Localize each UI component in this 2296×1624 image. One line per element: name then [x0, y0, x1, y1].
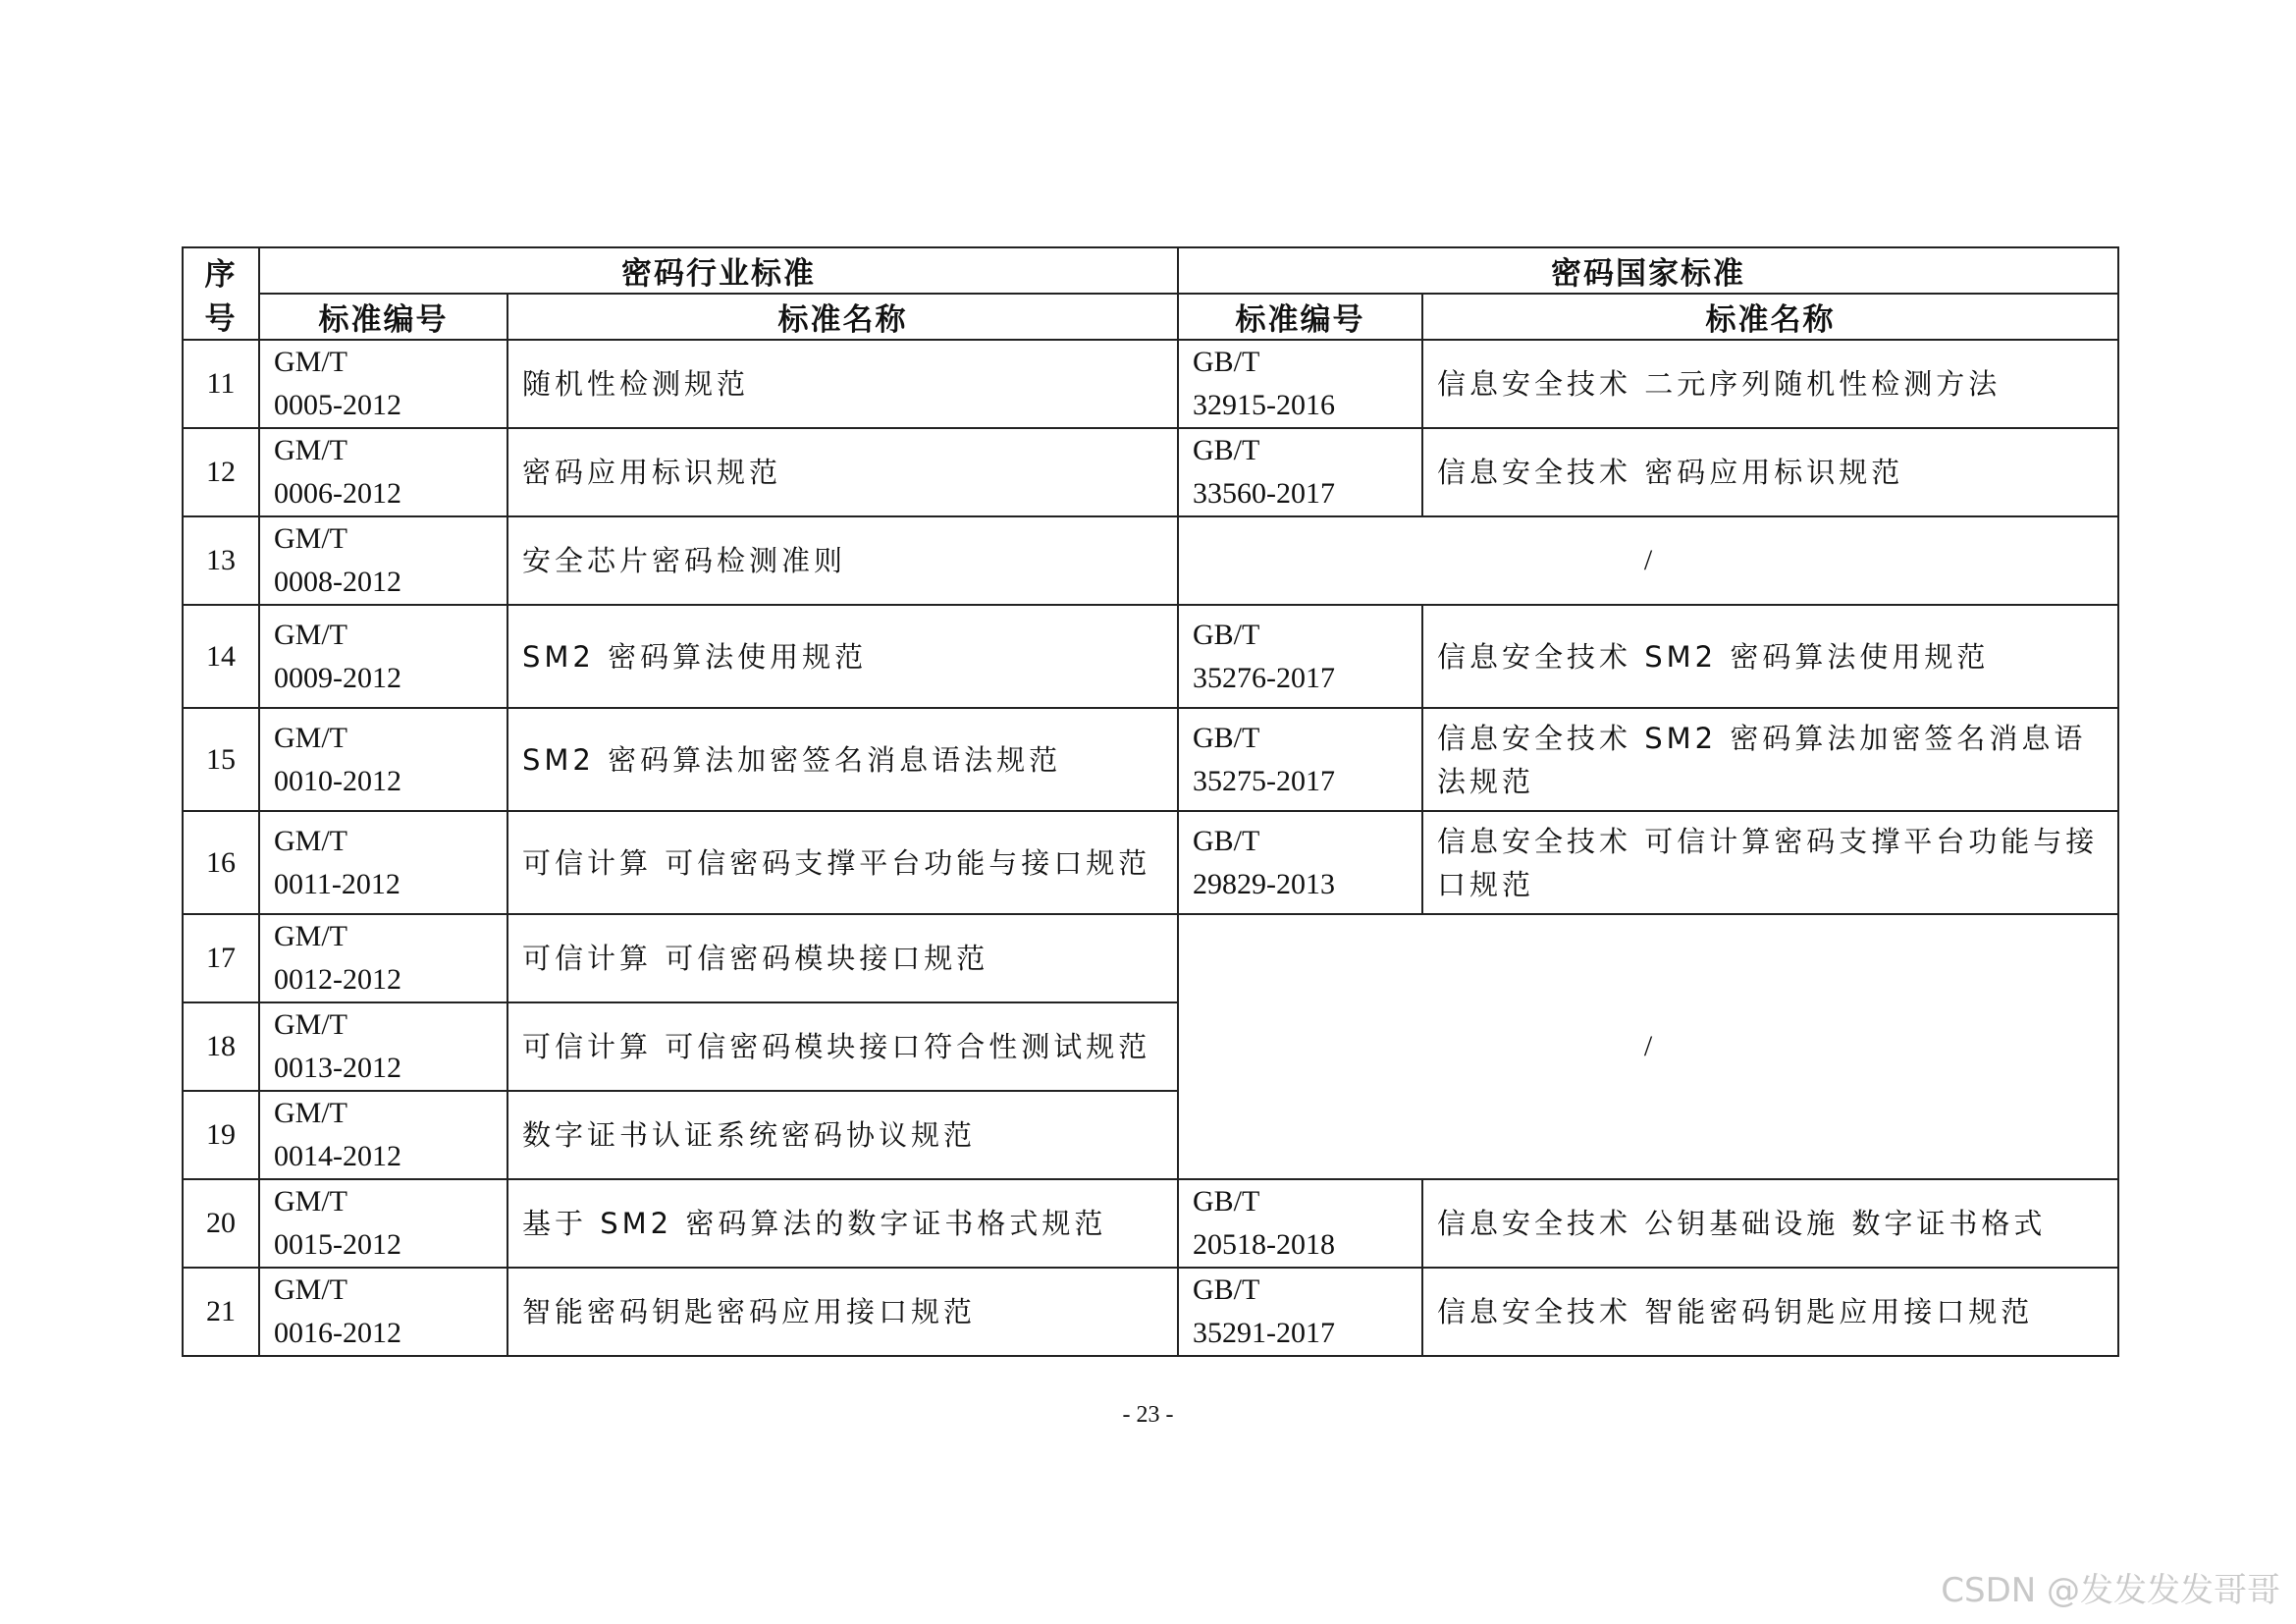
no-national-standard: /: [1178, 516, 2118, 605]
gm-code-cell: [259, 1179, 507, 1268]
header-index-line2: 号: [204, 301, 238, 337]
table-row: [183, 708, 2118, 811]
gm-code-cell: [259, 708, 507, 811]
gm-code-number: 0014-2012: [274, 1140, 401, 1172]
gm-code-cell: [259, 605, 507, 708]
table-row: [183, 1268, 2118, 1356]
gb-code-prefix: GB/T: [1193, 721, 1260, 754]
no-national-standard: /: [1178, 914, 2118, 1179]
gm-name-cell: 基于 SM2 密码算法的数字证书格式规范: [507, 1179, 1178, 1268]
header-gm-code: 标准编号: [259, 294, 507, 340]
row-number: 21: [183, 1268, 259, 1356]
gm-code-number: 0009-2012: [274, 661, 401, 694]
gm-code-number: 0013-2012: [274, 1052, 401, 1084]
gb-code-number: 32915-2016: [1193, 389, 1335, 421]
gm-code-prefix: GM/T: [274, 522, 347, 555]
row-number: 20: [183, 1179, 259, 1268]
gm-name-cell: 可信计算 可信密码模块接口规范: [507, 914, 1178, 1002]
row-number: 11: [183, 340, 259, 428]
gb-name-cell: 信息安全技术 智能密码钥匙应用接口规范: [1422, 1268, 2118, 1356]
gm-code-cell: [259, 340, 507, 428]
gb-name-cell: 信息安全技术 可信计算密码支撑平台功能与接口规范: [1422, 811, 2118, 914]
gm-code-prefix: GM/T: [274, 346, 347, 378]
table-row: [183, 1179, 2118, 1268]
gm-code-cell: [259, 1002, 507, 1091]
gm-code-cell: [259, 516, 507, 605]
header-gb-code: 标准编号: [1178, 294, 1422, 340]
gm-code-prefix: GM/T: [274, 1273, 347, 1306]
gm-code-cell: [259, 811, 507, 914]
row-number: 17: [183, 914, 259, 1002]
gm-code-number: 0010-2012: [274, 764, 401, 797]
gm-code-prefix: GM/T: [274, 434, 347, 466]
gb-code-number: 20518-2018: [1193, 1228, 1335, 1261]
gb-code-cell: [1178, 605, 1422, 708]
gb-code-cell: [1178, 811, 1422, 914]
gm-name-cell: SM2 密码算法使用规范: [507, 605, 1178, 708]
row-number: 19: [183, 1091, 259, 1179]
gm-code-prefix: GM/T: [274, 920, 347, 952]
gb-code-prefix: GB/T: [1193, 434, 1260, 466]
gb-code-prefix: GB/T: [1193, 1273, 1260, 1306]
gm-code-cell: [259, 914, 507, 1002]
gb-code-cell: [1178, 1268, 1422, 1356]
row-number: 18: [183, 1002, 259, 1091]
header-national-standard: 密码国家标准: [1178, 247, 2118, 294]
gm-name-cell: 数字证书认证系统密码协议规范: [507, 1091, 1178, 1179]
gm-code-number: 0005-2012: [274, 389, 401, 421]
gm-name-cell: 可信计算 可信密码支撑平台功能与接口规范: [507, 811, 1178, 914]
gm-name-cell: 可信计算 可信密码模块接口符合性测试规范: [507, 1002, 1178, 1091]
header-industry-standard: 密码行业标准: [259, 247, 1178, 294]
row-number: 14: [183, 605, 259, 708]
watermark: CSDN @发发发发哥哥: [1941, 1571, 2280, 1610]
gm-code-number: 0011-2012: [274, 867, 400, 900]
gm-code-prefix: GM/T: [274, 1097, 347, 1129]
table-row: [183, 340, 2118, 428]
gb-code-number: 29829-2013: [1193, 867, 1335, 900]
gb-name-cell: 信息安全技术 二元序列随机性检测方法: [1422, 340, 2118, 428]
gm-name-cell: SM2 密码算法加密签名消息语法规范: [507, 708, 1178, 811]
gm-code-number: 0015-2012: [274, 1228, 401, 1261]
gb-name-cell: 信息安全技术 公钥基础设施 数字证书格式: [1422, 1179, 2118, 1268]
gb-code-cell: [1178, 708, 1422, 811]
standards-table: [182, 246, 2119, 1357]
gb-code-cell: [1178, 340, 1422, 428]
gm-code-prefix: GM/T: [274, 1008, 347, 1041]
row-number: 15: [183, 708, 259, 811]
gb-code-number: 35275-2017: [1193, 764, 1335, 797]
table-row: [183, 914, 2118, 1002]
gm-code-cell: [259, 1091, 507, 1179]
gb-code-number: 35291-2017: [1193, 1317, 1335, 1349]
header-row-group: [183, 247, 2118, 294]
table-row: [183, 428, 2118, 516]
header-gm-name: 标准名称: [507, 294, 1178, 340]
gm-name-cell: 安全芯片密码检测准则: [507, 516, 1178, 605]
gb-code-number: 33560-2017: [1193, 477, 1335, 510]
gb-code-number: 35276-2017: [1193, 661, 1335, 694]
header-index-line1: 序: [204, 257, 238, 293]
gb-name-cell: 信息安全技术 SM2 密码算法使用规范: [1422, 605, 2118, 708]
table-row: [183, 811, 2118, 914]
gb-code-prefix: GB/T: [1193, 618, 1260, 651]
gb-name-cell: 信息安全技术 SM2 密码算法加密签名消息语法规范: [1422, 708, 2118, 811]
gm-code-number: 0008-2012: [274, 566, 401, 598]
row-number: 13: [183, 516, 259, 605]
gm-code-prefix: GM/T: [274, 824, 347, 857]
gm-code-number: 0012-2012: [274, 963, 401, 996]
table-row: [183, 605, 2118, 708]
gb-code-prefix: GB/T: [1193, 346, 1260, 378]
gm-name-cell: 随机性检测规范: [507, 340, 1178, 428]
gm-code-number: 0006-2012: [274, 477, 401, 510]
row-number: 16: [183, 811, 259, 914]
header-row-columns: [183, 294, 2118, 340]
gm-code-cell: [259, 428, 507, 516]
gm-code-prefix: GM/T: [274, 721, 347, 754]
gm-code-number: 0016-2012: [274, 1317, 401, 1349]
gb-code-cell: [1178, 1179, 1422, 1268]
header-index: [183, 247, 259, 340]
gm-name-cell: 智能密码钥匙密码应用接口规范: [507, 1268, 1178, 1356]
gb-code-prefix: GB/T: [1193, 824, 1260, 857]
gb-name-cell: 信息安全技术 密码应用标识规范: [1422, 428, 2118, 516]
header-gb-name: 标准名称: [1422, 294, 2118, 340]
gm-code-prefix: GM/T: [274, 1185, 347, 1218]
row-number: 12: [183, 428, 259, 516]
gb-code-prefix: GB/T: [1193, 1185, 1260, 1218]
gm-name-cell: 密码应用标识规范: [507, 428, 1178, 516]
gb-code-cell: [1178, 428, 1422, 516]
table-row: [183, 516, 2118, 605]
gm-code-cell: [259, 1268, 507, 1356]
page-number: - 23 -: [1122, 1402, 1174, 1428]
gm-code-prefix: GM/T: [274, 618, 347, 651]
